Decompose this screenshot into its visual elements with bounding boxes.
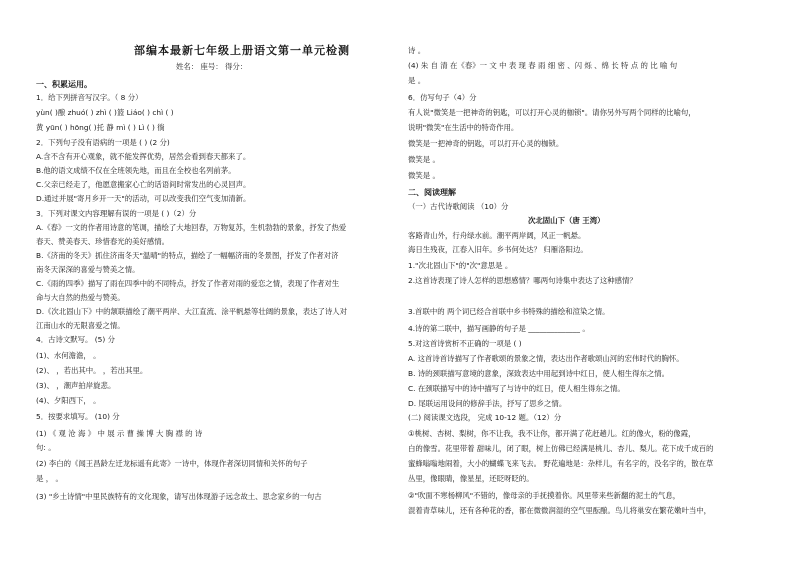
- left-line: C.父亲已经走了，他愿意搬家心亡的话语间时常发出的心灵回声。: [36, 180, 251, 189]
- right-line: 1."次北固山下"的"次"意思是 。: [408, 261, 513, 270]
- left-line: 部编本最新七年级上册语文第一单元检测: [134, 44, 350, 57]
- left-line: 是 ， 。: [36, 474, 63, 483]
- right-line: B. 诗的颈联描写意境的意象，深致表达中用起到诗中红日，使人相生得东之情。: [408, 369, 670, 378]
- right-line: 6．仿写句子（4）分: [408, 93, 477, 102]
- left-line: 命与大自然的热爱与赞美。: [36, 293, 125, 302]
- left-line: 黄 yūn( ) hōng( )托 静 mì ( ) Lì ( ) 徜: [36, 123, 165, 132]
- right-line: 4.诗的第二联中，描写画静的句子是 ______________ 。: [408, 324, 590, 333]
- left-line: 春天、赞美春天、珍惜春光的美好感情。: [36, 237, 170, 246]
- left-line: 句: 。: [36, 443, 56, 452]
- right-line: 微笑是 。: [408, 155, 440, 164]
- right-line: A. 这首诗首诗描写了作者歌颂的景象之情，表达出作者歌颂山河的宏伟时代的胸怀。: [408, 354, 684, 363]
- right-line: 白的像雪。花里带着 甜味儿，闭了眼，树上仿佛已经满是桃儿、杏儿、梨儿。花下成千成百的: [408, 444, 714, 453]
- right-line: 3.首联中的 两个词已经合首联中乡书特殊的描绘和渲染之情。: [408, 307, 610, 316]
- right-line: 蜜蜂嗡嗡地闹着，大小的蝴蝶飞来飞去。 野花遍地是：杂样儿，有名字的，没名字的，散在草: [408, 459, 714, 468]
- right-line: 海日生残夜，江春入旧年。乡书何处达？ 归雁洛阳边。: [408, 245, 588, 254]
- right-line: D. 尾联运用设问的修辞手法，抒写了思乡之情。: [408, 399, 567, 408]
- right-line: 5.对这首诗赏析不正确的一项是 ( ): [408, 339, 522, 348]
- left-line: (2)、 ，若出其中。 ，若出其里。: [36, 366, 148, 375]
- left-line: 一、积累运用。: [36, 80, 92, 89]
- left-line: A.含不含有开心观象，就不能发挥优势，居然会看到春天都来了。: [36, 152, 251, 161]
- right-line: (4) 朱 自 清 在《春》一 文 中 表 现 春 雨 细 密 、闪 烁 、绵 长 特 点 的 比 喻 句: [408, 61, 678, 70]
- right-line: C. 在颈联描写中的诗中描写了与诗中的红日，使人相生得东之情。: [408, 384, 625, 393]
- left-line: (2) 李白的《闻王昌龄左迁龙标遥有此寄》一诗中，体现作者深切同情和关怀的句子: [36, 459, 308, 468]
- left-line: (3)、 ，潮声拍岸旋悲。: [36, 381, 116, 390]
- left-line: (1)、水何澹澹， 。: [36, 351, 101, 360]
- left-line: 2．下列句子没有语病的一项是 ( ) (2 分): [36, 138, 170, 147]
- left-line: 江南山水的无限喜爱之情。: [36, 321, 125, 330]
- right-line: (二) 阅读课文选段， 完成 10-12 题。（12）分: [408, 413, 562, 422]
- right-line: ①桃树、杏树、梨树，你不让我，我不让你，都开满了花赶趟儿。红的像火，粉的像霞，: [408, 429, 696, 438]
- right-line: ②"吹面不寒杨柳风"不错的，像母亲的手抚摸着你。风里带来些新翻的泥土的气息，: [408, 491, 681, 500]
- left-line: (3) "乡土诗情"中里民族特有的文化现象，请写出体现游子远念故土、思念家乡的一句古: [36, 492, 322, 501]
- left-line: B.《济南的冬天》抓住济南冬天"温晴"的特点，描绘了一幅幅济南的冬景图，抒发了作者对济: [36, 251, 339, 260]
- right-line: 次北固山下（唐 王湾）: [528, 216, 605, 225]
- right-line: 2.这首诗表现了诗人怎样的思想感情？哪两句诗集中表达了这种感情？: [408, 276, 637, 285]
- left-line: D.《次北固山下》中的颔联描绘了潮平两岸、大江直流、涂平帆悬等壮阔的景象，表达了诗人对: [36, 307, 348, 316]
- right-line: 有人说"微笑是一把神奇的钥匙，可以打开心灵的枷锁"。请你另外写两个同样的比喻句，: [408, 108, 696, 117]
- right-line: 二、阅读理解: [408, 188, 456, 197]
- right-line: 丛里，像眼睛，像星星，还眨呀眨的。: [408, 474, 534, 483]
- right-line: 微笑是一把神奇的钥匙，可以打开心灵的枷锁。: [408, 139, 564, 148]
- right-line: 客路青山外，行舟绿水前。潮平两岸阔，风正一帆悬。: [408, 231, 586, 240]
- right-line: 混着青草味儿，还有各种花的香，都在微微润湿的空气里酝酿。鸟儿将巢安在繁花嫩叶当中，: [408, 506, 712, 515]
- left-line: A.《春》一文的作者用诗意的笔调，描绘了大地回春，万物复苏，生机勃勃的景象，抒发了热爱: [36, 223, 347, 232]
- left-line: (1) 《 观 沧 海 》 中 展 示 曹 操 博 大 胸 襟 的 诗: [36, 429, 203, 438]
- right-line: 微笑是 。: [408, 171, 440, 180]
- right-line: 是 。: [408, 76, 426, 85]
- left-line: yùn( )酿 zhuó( ) zhì ( )篮 Liáo( ) chì ( ): [36, 108, 174, 117]
- left-line: B.他的语文成绩不仅在全班领先地，而且在全校也名列前茅。: [36, 166, 236, 175]
- right-line: 诗 。: [408, 46, 426, 55]
- left-line: 南冬天深深的喜爱与赞美之情。: [36, 265, 140, 274]
- left-line: 4．古诗文默写。 (5) 分: [36, 335, 115, 344]
- left-line: C.《雨的四季》描写了雨在四季中的不同特点，抒发了作者对雨的爱恋之情，表现了作者对生: [36, 279, 340, 288]
- left-line: D.通过并展"寄月乡开一天"的活动，可以改变我们空气变加清新。: [36, 194, 251, 203]
- left-line: 姓名： 座号： 得分：: [176, 62, 248, 71]
- left-line: 1．给下列拼音写汉字。（ 8 分）: [36, 93, 143, 102]
- left-line: (4)、夕阳西下， 。: [36, 396, 101, 405]
- right-line: （一）古代诗歌阅读 （10）分: [408, 202, 509, 211]
- left-line: 5．按要求填写。 (10) 分: [36, 412, 120, 421]
- left-line: 3．下列对课文内容理解有误的一项是 ( )（2）分: [36, 209, 197, 218]
- right-line: 说明"微笑"在生活中的特奇作用。: [408, 123, 519, 132]
